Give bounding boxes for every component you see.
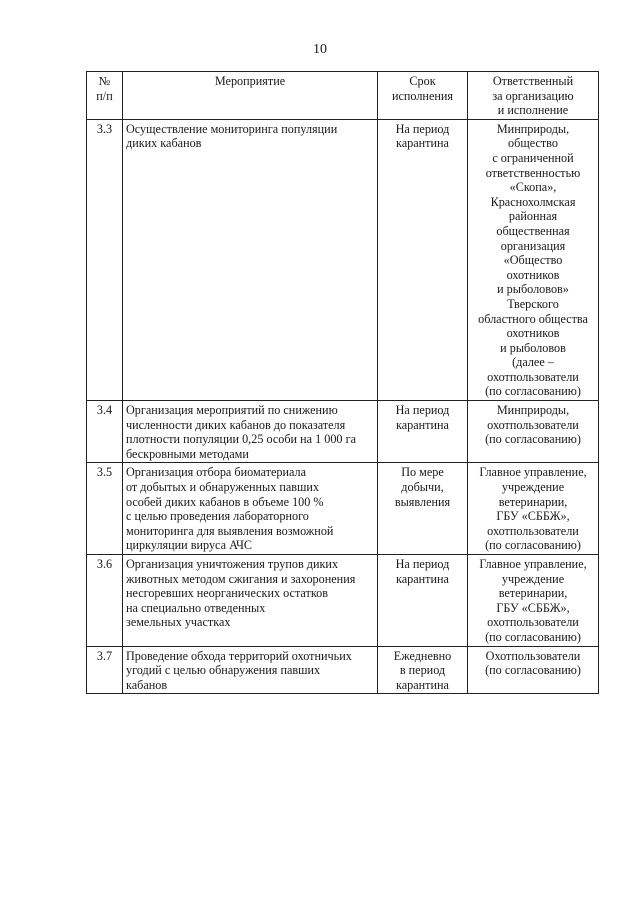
cell-line: (по согласованию) xyxy=(485,384,581,399)
cell-line: кабанов xyxy=(126,677,168,692)
cell-line: п/п xyxy=(96,88,113,103)
cell-line: Краснохолмская xyxy=(490,194,576,209)
row-number: 3.6 xyxy=(87,555,123,647)
cell-line: областного общества xyxy=(478,311,588,326)
row-responsible xyxy=(468,463,599,555)
row-responsible xyxy=(468,119,599,400)
cell-line: циркуляции вируса АЧС xyxy=(126,538,253,553)
cell-line: ответственностью xyxy=(485,165,581,180)
cell-line: карантина xyxy=(396,677,449,692)
cell-line: карантина xyxy=(396,417,449,432)
cell-line: На период xyxy=(395,403,450,418)
cell-line: «Общество xyxy=(503,253,563,268)
cell-line: и рыболовов» xyxy=(497,282,569,297)
row-number: 3.3 xyxy=(87,119,123,400)
row-number: 3.5 xyxy=(87,463,123,555)
cell-line: (далее – xyxy=(512,355,554,370)
row-event xyxy=(123,401,378,463)
table-row xyxy=(87,555,599,647)
cell-line: По мере xyxy=(401,465,444,480)
row-event xyxy=(123,463,378,555)
header-event xyxy=(123,72,378,120)
cell-line: особей диких кабанов в объеме 100 % xyxy=(126,494,324,509)
cell-line: ГБУ «СББЖ», xyxy=(496,600,570,615)
cell-line: № xyxy=(98,74,111,88)
table-header-row xyxy=(87,72,599,120)
cell-line: Ответственный xyxy=(492,74,574,88)
row-term xyxy=(378,463,468,555)
cell-line: Организация мероприятий по снижению xyxy=(126,403,338,418)
cell-line: добычи, xyxy=(401,480,444,495)
cell-line: охотпользователи xyxy=(487,615,579,630)
row-responsible xyxy=(468,646,599,694)
row-number: 3.7 xyxy=(87,646,123,694)
cell-line: «Скопа», xyxy=(509,180,557,195)
cell-line: Минприроды, xyxy=(496,121,570,136)
cell-line: в период xyxy=(399,663,446,678)
cell-line: мониторинга для выявления возможной xyxy=(126,523,334,538)
cell-line: Проведение обхода территорий охотничьих xyxy=(126,648,352,663)
cell-line: Организация уничтожения трупов диких xyxy=(126,557,339,571)
cell-line: и исполнение xyxy=(497,103,569,118)
cell-line: животных методом сжигания и захоронения xyxy=(126,571,356,586)
cell-line: (по согласованию) xyxy=(485,432,581,447)
cell-line: плотности популяции 0,25 особи на 1 000 га xyxy=(126,432,356,447)
cell-line: ГБУ «СББЖ», xyxy=(496,509,570,524)
measures-table xyxy=(86,71,599,694)
cell-line: исполнения xyxy=(391,88,454,103)
cell-line: численности диких кабанов до показателя xyxy=(126,417,346,432)
cell-line: охотников xyxy=(506,267,560,282)
cell-line: на специально отведенных xyxy=(126,600,266,615)
cell-line: охотпользователи xyxy=(487,523,579,538)
cell-line: Мероприятие xyxy=(214,74,286,88)
cell-line: выявления xyxy=(394,494,451,509)
cell-line: земельных участках xyxy=(126,615,231,630)
cell-line: Осуществление мониторинга популяции xyxy=(126,121,338,136)
cell-line: охотпользователи xyxy=(487,417,579,432)
header-responsible xyxy=(468,72,599,120)
table-row xyxy=(87,646,599,694)
cell-line: общественная xyxy=(496,223,570,238)
row-responsible xyxy=(468,555,599,647)
cell-line: На период xyxy=(395,557,450,571)
row-term xyxy=(378,555,468,647)
table-row xyxy=(87,401,599,463)
cell-line: охотников xyxy=(506,326,560,341)
cell-line: Тверского xyxy=(507,296,559,311)
cell-line: бескровными методами xyxy=(126,446,249,461)
cell-line: Ежедневно xyxy=(393,648,452,663)
cell-line: Охотпользователи xyxy=(485,648,581,663)
row-number: 3.4 xyxy=(87,401,123,463)
row-responsible xyxy=(468,401,599,463)
cell-line: учреждение xyxy=(501,571,565,586)
header-term xyxy=(378,72,468,120)
cell-line: (по согласованию) xyxy=(485,663,581,678)
cell-line: Минприроды, xyxy=(496,403,570,418)
cell-line: с ограниченной xyxy=(492,150,574,165)
row-term xyxy=(378,401,468,463)
cell-line: несгоревших неорганических остатков xyxy=(126,586,328,601)
cell-line: охотпользователи xyxy=(487,369,579,384)
cell-line: На период xyxy=(395,121,450,136)
cell-line: ветеринарии, xyxy=(498,586,568,601)
cell-line: (по согласованию) xyxy=(485,629,581,644)
cell-line: Организация отбора биоматериала xyxy=(126,465,307,480)
header-number xyxy=(87,72,123,120)
cell-line: учреждение xyxy=(501,480,565,495)
cell-line: (по согласованию) xyxy=(485,538,581,553)
cell-line: Главное управление, xyxy=(479,465,587,480)
cell-line: и рыболовов xyxy=(500,340,566,355)
cell-line: угодий с целью обнаружения павших xyxy=(126,663,321,678)
row-event xyxy=(123,555,378,647)
row-event xyxy=(123,646,378,694)
cell-line: районная xyxy=(508,209,558,224)
page-number: 10 xyxy=(313,42,327,57)
cell-line: Срок xyxy=(409,74,436,88)
cell-line: от добытых и обнаруженных павших xyxy=(126,480,320,495)
row-term xyxy=(378,646,468,694)
row-event xyxy=(123,119,378,400)
row-term xyxy=(378,119,468,400)
table-row xyxy=(87,119,599,400)
cell-line: общество xyxy=(508,136,558,151)
cell-line: Главное управление, xyxy=(479,557,587,571)
cell-line: организация xyxy=(500,238,566,253)
cell-line: ветеринарии, xyxy=(498,494,568,509)
table-row xyxy=(87,463,599,555)
cell-line: карантина xyxy=(396,136,449,151)
cell-line: диких кабанов xyxy=(126,136,202,151)
cell-line: с целью проведения лабораторного xyxy=(126,509,309,524)
cell-line: карантина xyxy=(396,571,449,586)
cell-line: за организацию xyxy=(492,88,574,103)
